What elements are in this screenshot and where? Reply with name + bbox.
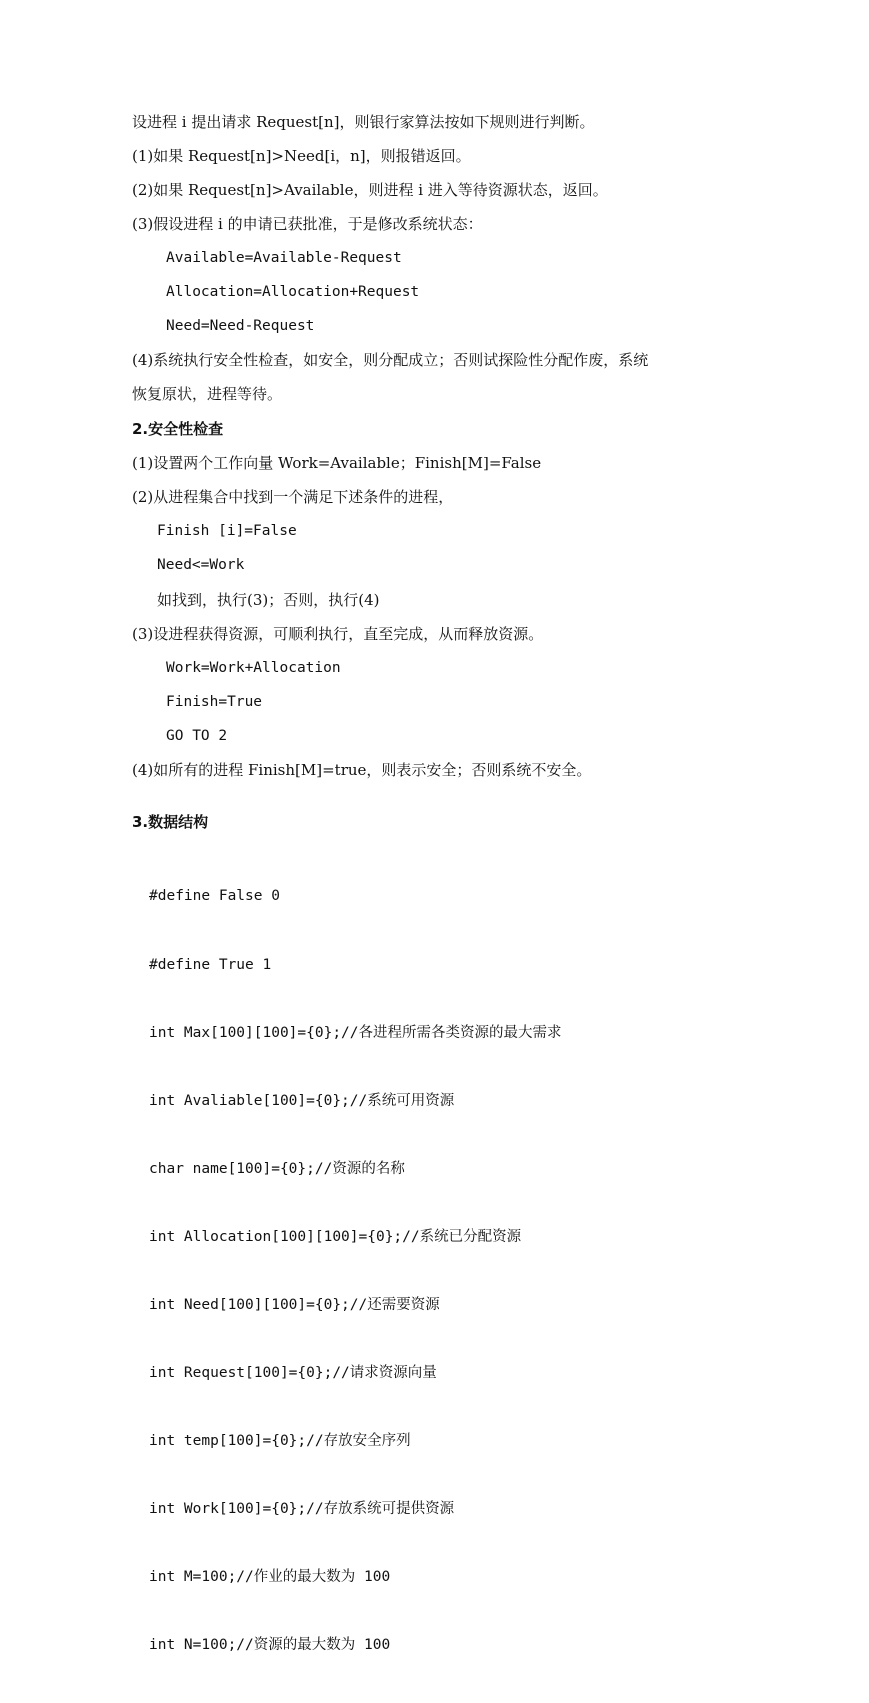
section-2-heading: 2.安全性检查 bbox=[132, 420, 224, 438]
safety-step-2: (2)从进程集合中找到一个满足下述条件的进程， bbox=[132, 488, 454, 506]
rule-3: (3)假设进程 i 的申请已获批准，于是修改系统状态： bbox=[132, 215, 483, 233]
code-block bbox=[149, 840, 562, 1703]
code-line: int N=100;//资源的最大数为 100 bbox=[149, 1637, 391, 1654]
section-3-heading: 3.数据结构 bbox=[132, 813, 209, 831]
code-line: int Need[100][100]={0};//还需要资源 bbox=[149, 1296, 440, 1313]
formula-need: Need=Need-Request bbox=[166, 318, 315, 334]
rule-4-line-1: (4)系统执行安全性检查，如安全，则分配成立；否则试探险性分配作废，系统 bbox=[132, 351, 649, 369]
rule-4-line-2: 恢复原状，进程等待。 bbox=[132, 385, 283, 403]
formula-allocation: Allocation=Allocation+Request bbox=[166, 284, 420, 300]
condition-need: Need<=Work bbox=[157, 557, 245, 573]
code-line: char name[100]={0};//资源的名称 bbox=[149, 1160, 405, 1177]
safety-step-4: (4)如所有的进程 Finish[M]=true，则表示安全；否则系统不安全。 bbox=[132, 761, 592, 779]
code-line: int Allocation[100][100]={0};//系统已分配资源 bbox=[149, 1228, 522, 1245]
code-line: #define True 1 bbox=[149, 956, 272, 973]
assign-work: Work=Work+Allocation bbox=[166, 660, 341, 676]
rule-2: (2)如果 Request[n]>Available，则进程 i 进入等待资源状态，返回。 bbox=[132, 181, 608, 199]
formula-available: Available=Available-Request bbox=[166, 250, 402, 266]
safety-step-1: (1)设置两个工作向量 Work=Available；Finish[M]=False bbox=[132, 454, 542, 472]
condition-branch: 如找到，执行(3)；否则，执行(4) bbox=[157, 591, 380, 609]
code-line: int Request[100]={0};//请求资源向量 bbox=[149, 1365, 437, 1382]
code-line: #define False 0 bbox=[149, 888, 280, 905]
assign-finish: Finish=True bbox=[166, 694, 263, 710]
code-line: int M=100;//作业的最大数为 100 bbox=[149, 1569, 391, 1586]
rule-1: (1)如果 Request[n]>Need[i，n]，则报错返回。 bbox=[132, 147, 471, 165]
intro-paragraph: 设进程 i 提出请求 Request[n]，则银行家算法按如下规则进行判断。 bbox=[132, 113, 595, 131]
goto-step: GO TO 2 bbox=[166, 728, 228, 744]
code-line: int Work[100]={0};//存放系统可提供资源 bbox=[149, 1501, 455, 1518]
code-line: int Avaliable[100]={0};//系统可用资源 bbox=[149, 1092, 455, 1109]
safety-step-3: (3)设进程获得资源，可顺利执行，直至完成，从而释放资源。 bbox=[132, 625, 544, 643]
code-line: int Max[100][100]={0};//各进程所需各类资源的最大需求 bbox=[149, 1024, 562, 1041]
code-line: int temp[100]={0};//存放安全序列 bbox=[149, 1433, 411, 1450]
condition-finish: Finish [i]=False bbox=[157, 523, 297, 539]
